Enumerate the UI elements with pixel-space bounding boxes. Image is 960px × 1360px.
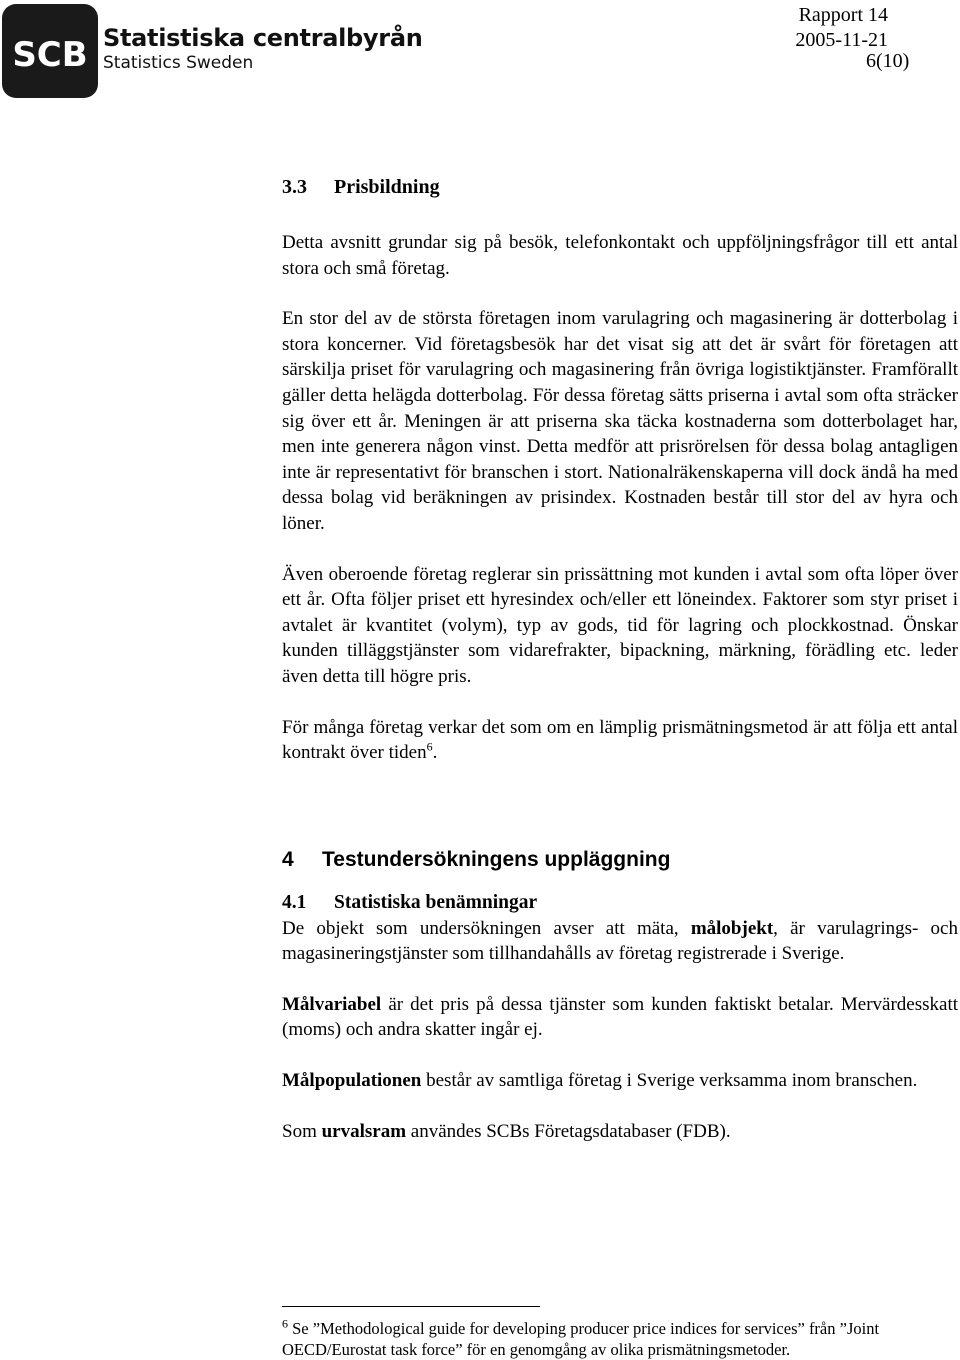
paragraph: En stor del av de största företagen inom varulagring och magasinering är dotterbolag i stora koncerner. Vid företagsbesök har det visat sig att det är svårt för företagen att särskilja priset för varulagring och magasinering från övriga logistiktjänster. Framförallt gäller detta helägda dotterbolag. För dessa företag sätts priserna i avtal som ofta sträcker sig över ett år. Meningen är att priserna ska täcka kostnaderna som dotterbolaget har, men inte generera någon vinst. Detta medför att prisrörelsen för dessa bolag antagligen inte är representativt för branschen i stort. Nationalräkenskaperna vill dock ändå ha med dessa bolag vid beräkningen av prisindex. Kostnaden består till stor del av hyra och löner. [282,308,958,534]
text-span: , är varulagrings- och magasineringstjänster som tillhandahålls av företag registrerade i Sverige. [282,917,958,965]
paragraph [282,1119,958,1145]
term-malobjekt: målobjekt [690,917,774,939]
paragraph: Även oberoende företag reglerar sin prissättning mot kunden i avtal som ofta löper över ett år. Ofta följer priset ett hyresindex och/eller ett löneindex. Faktorer som styr priset i avtalet är kvantitet (volym), typ av gods, tid för lagring och plockkostnad. Önskar kunden tilläggstjänster som vidarefrakter, bipackning, märkning, förädling etc. leder även detta till högre pris. [282,563,958,687]
page-number: 6(10) [866,50,910,72]
paragraph [282,992,958,1043]
term-malvariabel: Målvariabel [282,993,382,1015]
text-span: består av samtliga företag i Sverige verksamma inom branschen. [421,1069,918,1091]
scb-logo-text: SCB [12,35,88,75]
paragraph [282,1068,958,1094]
org-name-en: Statistics Sweden [103,53,254,73]
paragraph-end: . [432,742,438,764]
report-date: 2005-11-21 [795,29,888,51]
term-malpopulationen: Målpopulationen [282,1069,422,1091]
footnote [282,1318,952,1360]
section-4-heading [282,848,670,872]
section-number: 4 [282,848,294,871]
text-span: De objekt som undersökningen avser att mäta, [282,917,691,939]
paragraph: Detta avsnitt grundar sig på besök, telefonkontakt och uppföljningsfrågor till ett antal stora och små företag. [282,232,958,279]
section-number: 3.3 [282,176,307,198]
term-urvalsram: urvalsram [321,1120,407,1142]
text-span: användes SCBs Företagsdatabaser (FDB). [406,1120,731,1142]
section-title: Testundersökningens uppläggning [322,848,671,871]
footnote-divider [282,1306,540,1307]
scb-logo [2,4,98,98]
section-title: Prisbildning [334,176,440,198]
footnote-text: Se ”Methodological guide for developing producer price indices for services” från ”Joint OECD/Eurostat task force” för en genomgång av olika prismätningsmetoder. [282,1319,880,1359]
section-3-3-heading [282,176,440,199]
report-info [795,3,888,53]
section-3-3-body [282,230,958,766]
section-4-1-body [282,890,958,1144]
footnote-number: 6 [282,1316,288,1331]
text-span: Som [282,1120,322,1142]
paragraph [282,715,958,766]
paragraph [282,916,958,967]
report-number: Rapport 14 [798,4,888,26]
section-4-1-heading [282,890,958,916]
brand [103,24,423,74]
paragraph-text: För många företag verkar det som om en lämplig prismätningsmetod är att följa ett antal kontrakt över tiden [282,716,958,764]
section-number: 4.1 [282,892,307,913]
org-name: Statistiska centralbyrån [103,24,423,52]
footnote-ref[interactable]: 6 [426,739,433,754]
section-title: Statistiska benämningar [334,892,538,913]
text-span: är det pris på dessa tjänster som kunden faktiskt betalar. Mervärdesskatt (moms) och andra skatter ingår ej. [282,993,958,1041]
